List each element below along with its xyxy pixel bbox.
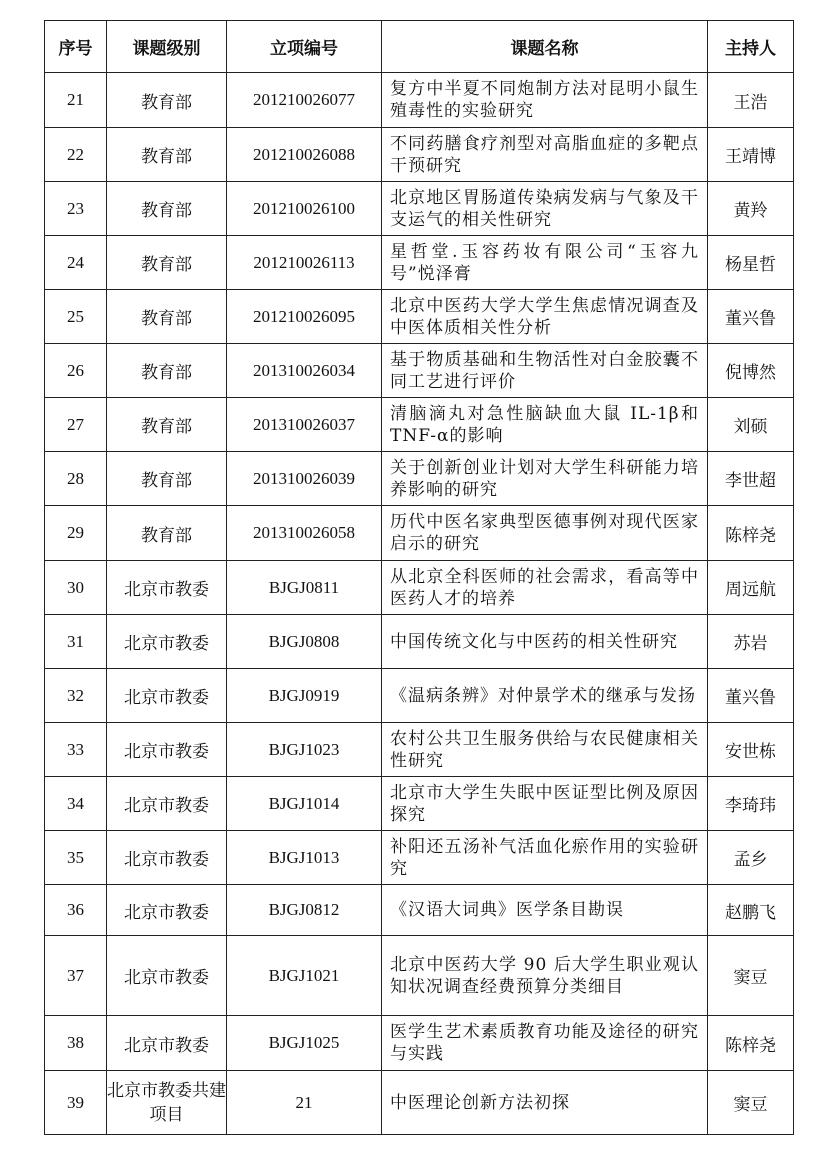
row-no: 30 xyxy=(45,561,107,615)
row-host: 李世超 xyxy=(708,452,794,506)
row-no: 36 xyxy=(45,885,107,936)
row-level: 教育部 xyxy=(107,506,227,561)
row-code: 201210026113 xyxy=(227,236,382,290)
row-host: 刘硕 xyxy=(708,398,794,452)
row-level: 教育部 xyxy=(107,398,227,452)
row-title: 农村公共卫生服务供给与农民健康相关性研究 xyxy=(382,723,708,777)
row-no: 26 xyxy=(45,344,107,398)
row-code: 201210026088 xyxy=(227,128,382,182)
row-code: BJGJ0811 xyxy=(227,561,382,615)
row-code: BJGJ1021 xyxy=(227,936,382,1016)
row-level: 北京市教委 xyxy=(107,777,227,831)
row-code: 21 xyxy=(227,1071,382,1135)
row-level: 教育部 xyxy=(107,344,227,398)
table-row xyxy=(45,506,794,561)
table-row xyxy=(45,398,794,452)
header-no: 序号 xyxy=(45,21,107,73)
row-title: 北京地区胃肠道传染病发病与气象及干支运气的相关性研究 xyxy=(382,182,708,236)
row-no: 37 xyxy=(45,936,107,1016)
row-title: 北京市大学生失眠中医证型比例及原因探究 xyxy=(382,777,708,831)
row-no: 21 xyxy=(45,73,107,128)
row-no: 38 xyxy=(45,1016,107,1071)
table-row xyxy=(45,669,794,723)
table-row xyxy=(45,128,794,182)
row-no: 24 xyxy=(45,236,107,290)
row-host: 安世栋 xyxy=(708,723,794,777)
table-row xyxy=(45,182,794,236)
row-title: 清脑滴丸对急性脑缺血大鼠 IL-1β和 TNF-α的影响 xyxy=(382,398,708,452)
row-code: 201310026037 xyxy=(227,398,382,452)
row-level: 教育部 xyxy=(107,73,227,128)
row-title: 中国传统文化与中医药的相关性研究 xyxy=(382,615,708,669)
header-level: 课题级别 xyxy=(107,21,227,73)
row-title: 历代中医名家典型医德事例对现代医家启示的研究 xyxy=(382,506,708,561)
row-code: BJGJ1025 xyxy=(227,1016,382,1071)
row-code: 201210026077 xyxy=(227,73,382,128)
row-title: 北京中医药大学 90 后大学生职业观认知状况调查经费预算分类细目 xyxy=(382,936,708,1016)
header-host: 主持人 xyxy=(708,21,794,73)
row-level: 教育部 xyxy=(107,452,227,506)
row-no: 33 xyxy=(45,723,107,777)
row-host: 董兴鲁 xyxy=(708,290,794,344)
header-code: 立项编号 xyxy=(227,21,382,73)
table-row xyxy=(45,936,794,1016)
row-host: 董兴鲁 xyxy=(708,669,794,723)
row-level: 北京市教委共建项目 xyxy=(107,1071,227,1135)
row-host: 王浩 xyxy=(708,73,794,128)
row-level: 教育部 xyxy=(107,182,227,236)
row-host: 周远航 xyxy=(708,561,794,615)
row-level: 北京市教委 xyxy=(107,936,227,1016)
row-code: BJGJ1023 xyxy=(227,723,382,777)
row-code: 201210026095 xyxy=(227,290,382,344)
row-title: 不同药膳食疗剂型对高脂血症的多靶点干预研究 xyxy=(382,128,708,182)
row-no: 22 xyxy=(45,128,107,182)
row-host: 窦豆 xyxy=(708,1071,794,1135)
row-level: 北京市教委 xyxy=(107,1016,227,1071)
row-title: 复方中半夏不同炮制方法对昆明小鼠生殖毒性的实验研究 xyxy=(382,73,708,128)
row-host: 陈梓尧 xyxy=(708,1016,794,1071)
row-no: 25 xyxy=(45,290,107,344)
row-level: 北京市教委 xyxy=(107,615,227,669)
row-no: 32 xyxy=(45,669,107,723)
table-row xyxy=(45,831,794,885)
row-code: 201210026100 xyxy=(227,182,382,236)
table-body xyxy=(45,73,794,1135)
project-table xyxy=(44,20,794,1135)
row-host: 杨星哲 xyxy=(708,236,794,290)
table-row xyxy=(45,1016,794,1071)
row-title: 星哲堂.玉容药妆有限公司“玉容九号”悦泽膏 xyxy=(382,236,708,290)
row-host: 倪博然 xyxy=(708,344,794,398)
row-title: 《温病条辨》对仲景学术的继承与发扬 xyxy=(382,669,708,723)
table-row xyxy=(45,1071,794,1135)
row-title: 医学生艺术素质教育功能及途径的研究与实践 xyxy=(382,1016,708,1071)
row-host: 孟乡 xyxy=(708,831,794,885)
row-level: 北京市教委 xyxy=(107,831,227,885)
row-title: 基于物质基础和生物活性对白金胶囊不同工艺进行评价 xyxy=(382,344,708,398)
row-level: 北京市教委 xyxy=(107,885,227,936)
row-no: 34 xyxy=(45,777,107,831)
row-title: 北京中医药大学大学生焦虑情况调查及中医体质相关性分析 xyxy=(382,290,708,344)
table-row xyxy=(45,452,794,506)
table-row xyxy=(45,344,794,398)
row-level: 教育部 xyxy=(107,236,227,290)
row-host: 黄羚 xyxy=(708,182,794,236)
table-row xyxy=(45,615,794,669)
row-no: 29 xyxy=(45,506,107,561)
row-code: 201310026034 xyxy=(227,344,382,398)
row-host: 李琦玮 xyxy=(708,777,794,831)
table-row xyxy=(45,885,794,936)
header-row xyxy=(45,21,794,73)
row-no: 23 xyxy=(45,182,107,236)
row-no: 35 xyxy=(45,831,107,885)
row-code: BJGJ0808 xyxy=(227,615,382,669)
row-no: 28 xyxy=(45,452,107,506)
row-code: BJGJ1014 xyxy=(227,777,382,831)
row-level: 北京市教委 xyxy=(107,561,227,615)
row-level: 教育部 xyxy=(107,290,227,344)
table-row xyxy=(45,73,794,128)
row-code: BJGJ1013 xyxy=(227,831,382,885)
table-row xyxy=(45,561,794,615)
row-title: 《汉语大词典》医学条目勘误 xyxy=(382,885,708,936)
header-title: 课题名称 xyxy=(382,21,708,73)
row-code: BJGJ0812 xyxy=(227,885,382,936)
row-code: 201310026039 xyxy=(227,452,382,506)
table-row xyxy=(45,723,794,777)
table-row xyxy=(45,290,794,344)
row-code: BJGJ0919 xyxy=(227,669,382,723)
row-no: 31 xyxy=(45,615,107,669)
table-row xyxy=(45,236,794,290)
row-host: 王靖博 xyxy=(708,128,794,182)
row-host: 苏岩 xyxy=(708,615,794,669)
row-level: 北京市教委 xyxy=(107,669,227,723)
row-host: 赵鹏飞 xyxy=(708,885,794,936)
row-level: 教育部 xyxy=(107,128,227,182)
row-level: 北京市教委 xyxy=(107,723,227,777)
row-title: 中医理论创新方法初探 xyxy=(382,1071,708,1135)
row-no: 27 xyxy=(45,398,107,452)
table-row xyxy=(45,777,794,831)
row-title: 从北京全科医师的社会需求，看高等中医药人才的培养 xyxy=(382,561,708,615)
row-title: 关于创新创业计划对大学生科研能力培养影响的研究 xyxy=(382,452,708,506)
row-host: 窦豆 xyxy=(708,936,794,1016)
row-title: 补阳还五汤补气活血化瘀作用的实验研究 xyxy=(382,831,708,885)
row-code: 201310026058 xyxy=(227,506,382,561)
row-no: 39 xyxy=(45,1071,107,1135)
row-host: 陈梓尧 xyxy=(708,506,794,561)
